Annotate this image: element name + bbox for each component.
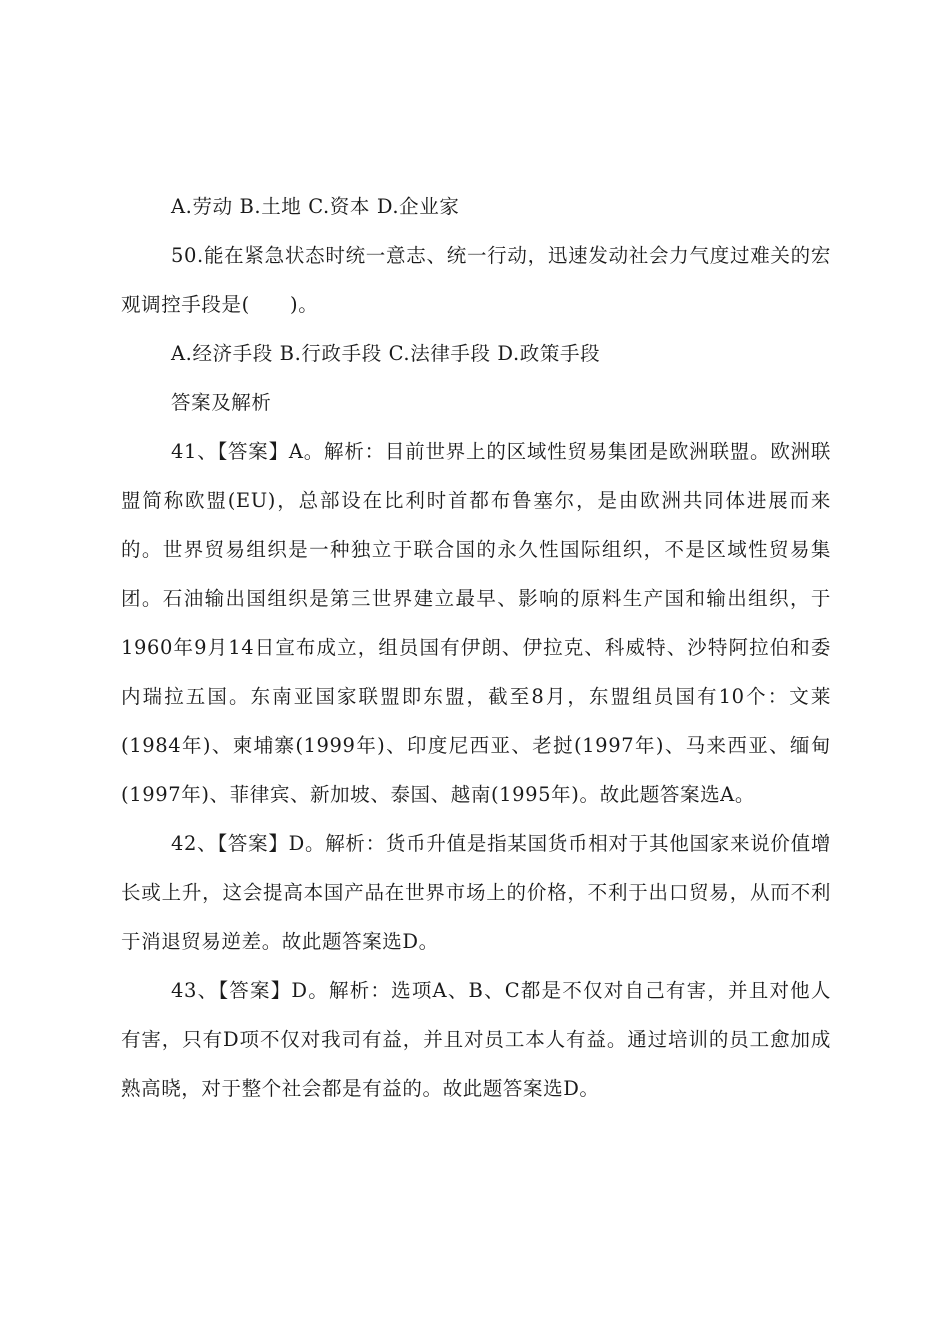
q50-options: A.经济手段 B.行政手段 C.法律手段 D.政策手段 — [171, 342, 601, 365]
answer-43: 43、【答案】D。解析：选项A、B、C都是不仅对自己有害，并且对他人有害，只有D项不仅对我司有益，并且对员工本人有益。通过培训的员工愈加成熟高晓，对于整个社会都是有益的。故此题答案选D。 — [121, 979, 831, 1100]
answer-41: 41、【答案】A。解析：目前世界上的区域性贸易集团是欧洲联盟。欧洲联盟简称欧盟(EU)，总部设在比利时首都布鲁塞尔，是由欧洲共同体进展而来的。世界贸易组织是一种独立于联合国的永久性国际组织，不是区域性贸易集团。石油输出国组织是第三世界建立最早、影响的原料生产国和输出组织，于1960年9月14日宣布成立，组员国有伊朗、伊拉克、科威特、沙特阿拉伯和委内瑞拉五国。东南亚国家联盟即东盟，截至8月，东盟组员国有10个：文莱(1984年)、柬埔寨(1999年)、印度尼西亚、老挝(1997年)、马来西亚、缅甸(1997年)、菲律宾、新加坡、泰国、越南(1995年)。故此题答案选A。 — [121, 440, 831, 806]
answers-heading: 答案及解析 — [171, 391, 272, 414]
answer-42: 42、【答案】D。解析：货币升值是指某国货币相对于其他国家来说价值增长或上升，这会提高本国产品在世界市场上的价格，不利于出口贸易，从而不利于消退贸易逆差。故此题答案选D。 — [121, 832, 831, 953]
document-page — [121, 182, 831, 1113]
q49-options: A.劳动 B.土地 C.资本 D.企业家 — [171, 195, 460, 218]
q50-stem: 50.能在紧急状态时统一意志、统一行动，迅速发动社会力气度过难关的宏观调控手段是( )。 — [121, 244, 831, 316]
